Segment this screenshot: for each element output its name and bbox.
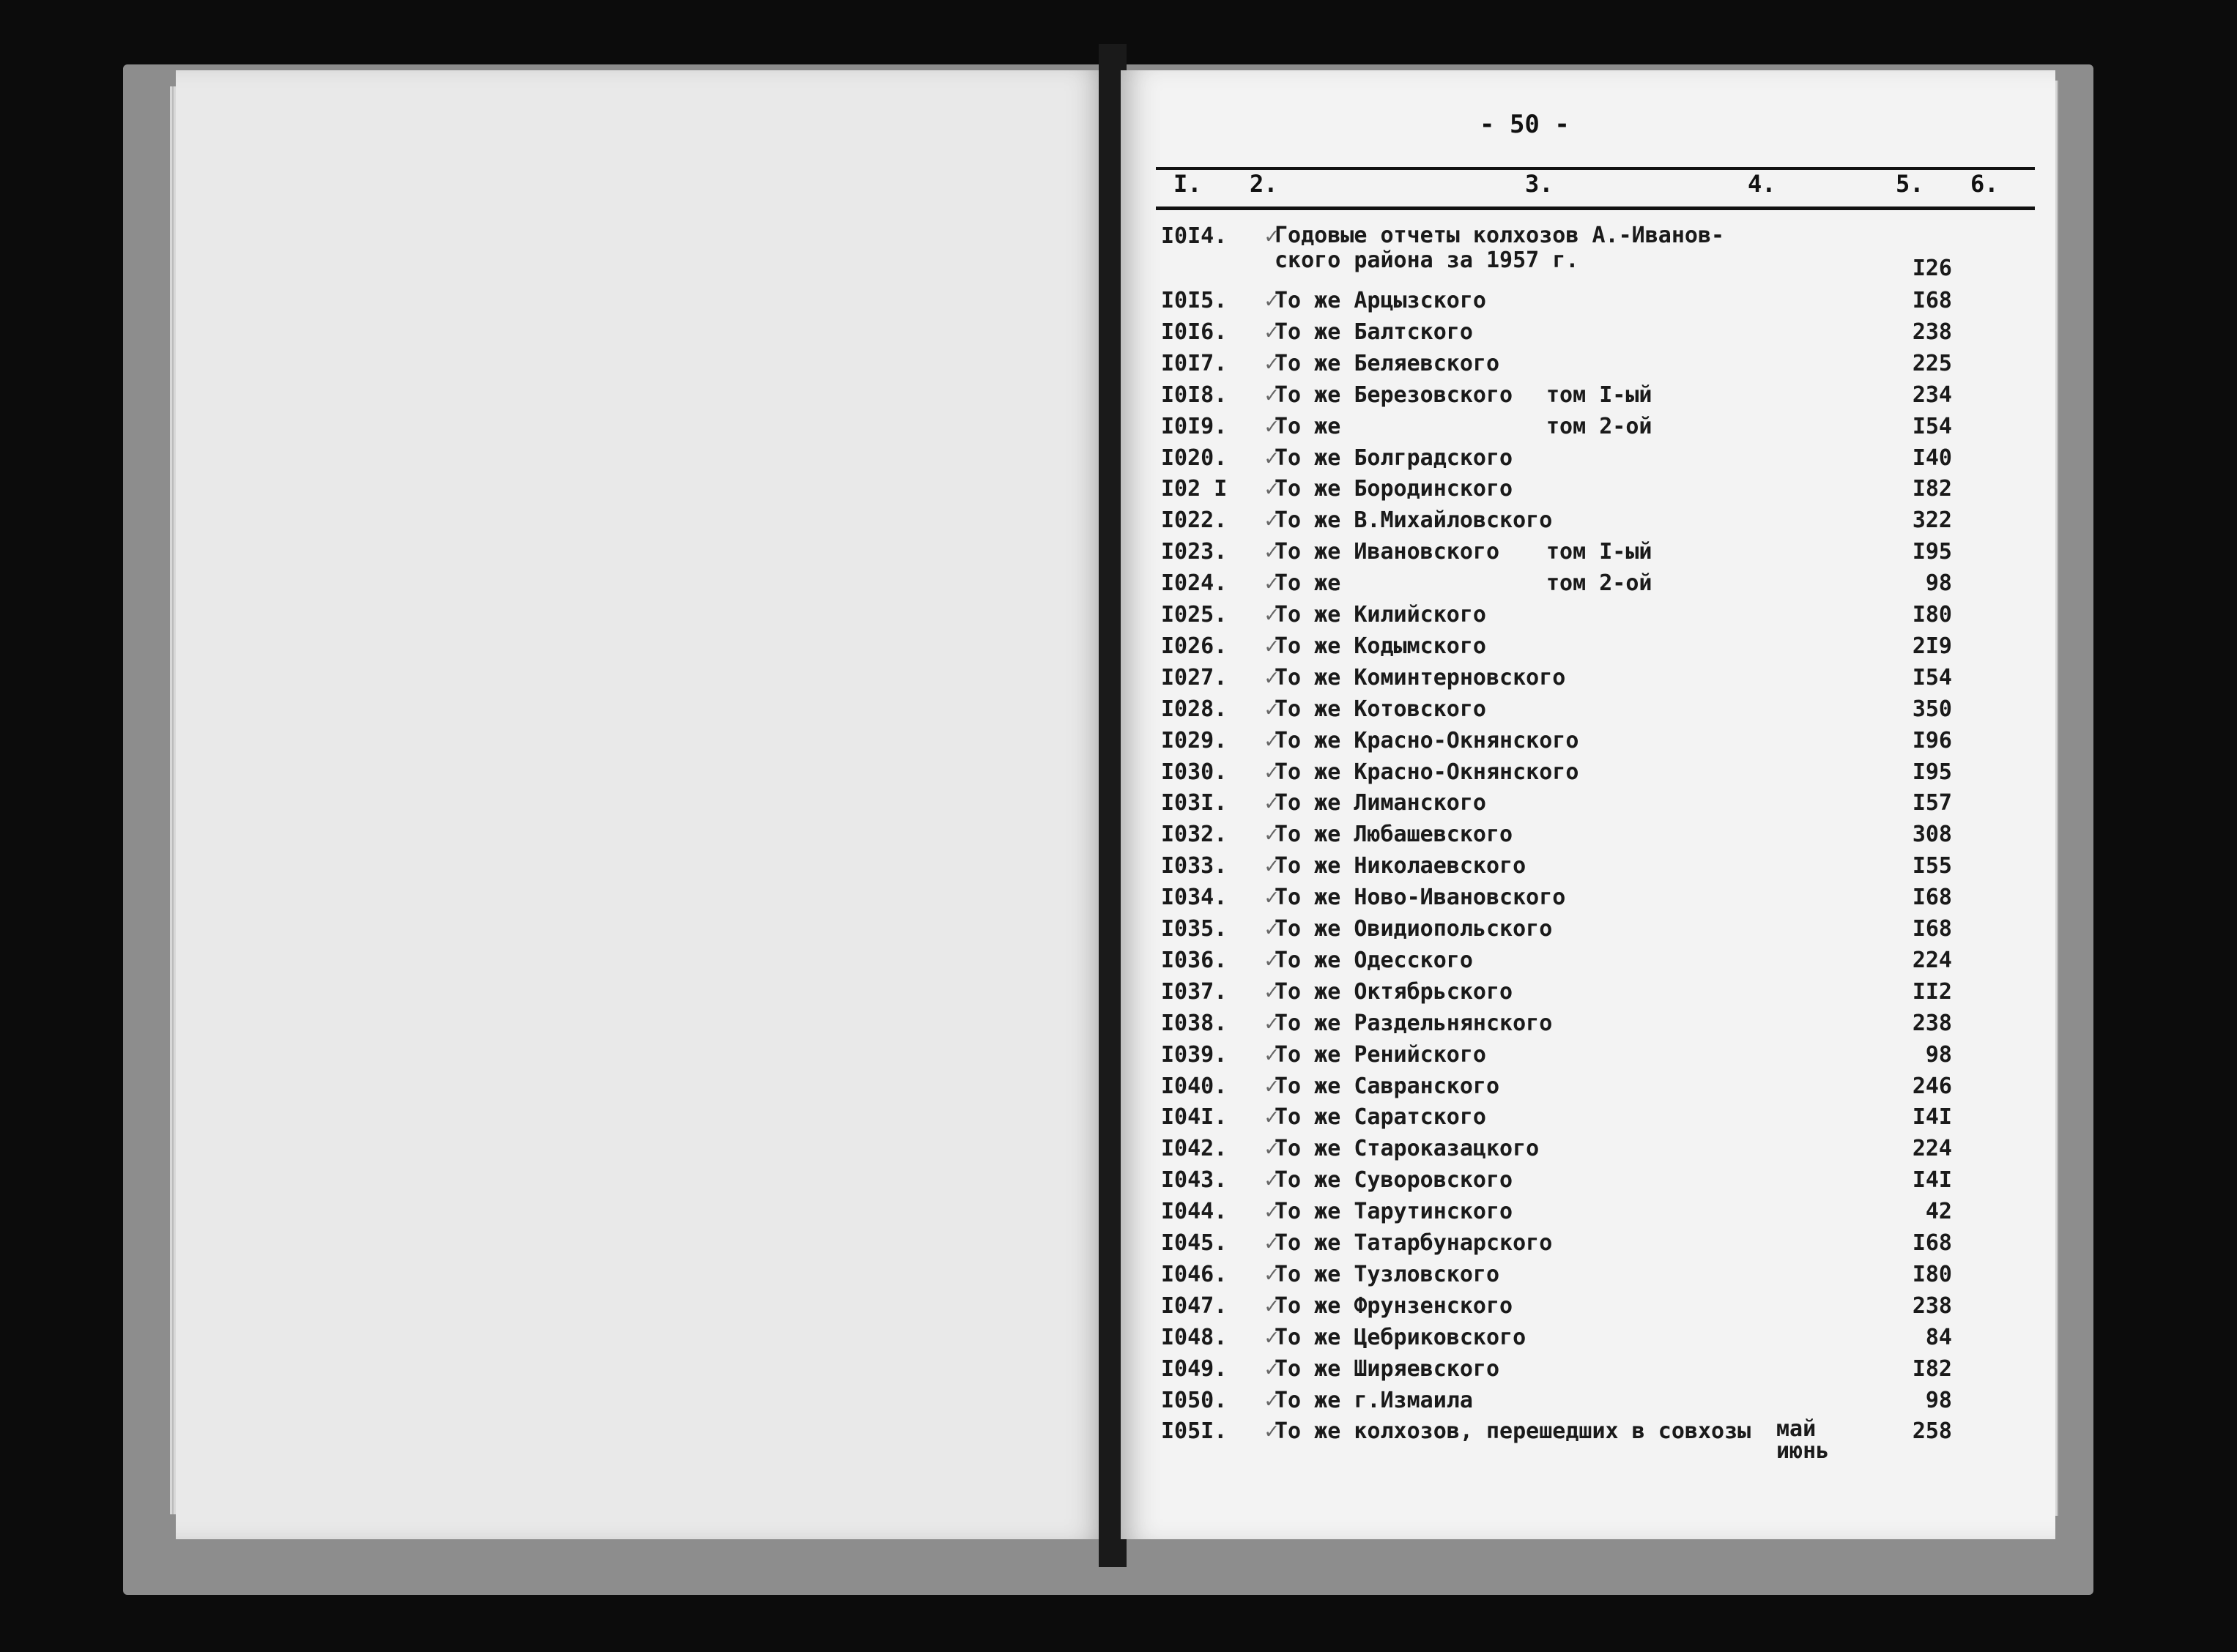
checkmark-icon: ✓ xyxy=(1265,223,1279,249)
entry-title: То же Савранского xyxy=(1275,1073,1500,1099)
entry-number: I05I. xyxy=(1161,1418,1228,1445)
checkmark-icon: ✓ xyxy=(1265,382,1279,408)
entry-sheets: I82 xyxy=(1912,476,1952,502)
entry-number: I045. xyxy=(1161,1230,1228,1256)
checkmark-icon: ✓ xyxy=(1265,476,1279,502)
entry-sheets: 350 xyxy=(1912,696,1952,722)
entry-sheets: II2 xyxy=(1912,978,1952,1005)
table-row xyxy=(1161,1262,2003,1291)
table-row xyxy=(1161,539,2003,568)
entry-number: I044. xyxy=(1161,1199,1228,1225)
table-row xyxy=(1161,382,2003,412)
checkmark-icon: ✓ xyxy=(1265,1355,1279,1382)
table-row xyxy=(1161,696,2003,726)
entry-number: I033. xyxy=(1161,853,1228,879)
header-rule-bottom xyxy=(1156,206,2035,210)
entry-number: I036. xyxy=(1161,947,1228,973)
table-row xyxy=(1161,414,2003,443)
entry-title: Годовые отчеты колхозов А.-Иванов- ского района за 1957 г. xyxy=(1275,223,1725,273)
entry-number: I028. xyxy=(1161,696,1228,722)
checkmark-icon: ✓ xyxy=(1265,1136,1279,1162)
entry-number: I025. xyxy=(1161,602,1228,628)
table-row xyxy=(1161,759,2003,789)
entry-sheets: I40 xyxy=(1912,444,1952,471)
entry-sheets: 2I9 xyxy=(1912,633,1952,659)
checkmark-icon: ✓ xyxy=(1265,885,1279,911)
entry-title: То же Овидиопольского xyxy=(1275,916,1553,942)
entry-volume: том I-ый xyxy=(1546,539,1652,565)
table-row xyxy=(1161,790,2003,819)
entry-sheets: 238 xyxy=(1912,319,1952,345)
column-header-5: 5. xyxy=(1896,170,1924,198)
entry-title: То же Болградского xyxy=(1275,444,1513,471)
table-row xyxy=(1161,507,2003,537)
entry-title: То же колхозов, перешедших в совхозы xyxy=(1275,1418,1751,1445)
checkmark-icon: ✓ xyxy=(1265,916,1279,942)
column-header-1: I. xyxy=(1173,170,1202,198)
table-row xyxy=(1161,476,2003,505)
entry-number: I023. xyxy=(1161,539,1228,565)
entry-title: То же Суворовского xyxy=(1275,1167,1513,1194)
entry-sheets: I68 xyxy=(1912,1230,1952,1256)
entry-number: I024. xyxy=(1161,570,1228,597)
entry-number: I0I6. xyxy=(1161,319,1228,345)
entry-title: То же г.Измаила xyxy=(1275,1387,1473,1413)
entry-sheets: 225 xyxy=(1912,350,1952,376)
table-row xyxy=(1161,1356,2003,1385)
entry-title: То же Татарбунарского xyxy=(1275,1230,1553,1256)
entry-title: То же Ренийского xyxy=(1275,1041,1486,1068)
entry-sheets: 84 xyxy=(1925,1324,1952,1350)
entry-number: I020. xyxy=(1161,444,1228,471)
table-row xyxy=(1161,1011,2003,1040)
entry-sheets: I68 xyxy=(1912,288,1952,313)
entry-number: I0I5. xyxy=(1161,288,1228,313)
entry-title: То же В.Михайловского xyxy=(1275,507,1553,534)
column-header-2: 2. xyxy=(1250,170,1278,198)
entry-title: То же Ивановского xyxy=(1275,539,1500,565)
entry-sheets: 308 xyxy=(1912,822,1952,848)
checkmark-icon: ✓ xyxy=(1265,664,1279,691)
entry-number: I038. xyxy=(1161,1010,1228,1036)
table-row xyxy=(1161,445,2003,475)
checkmark-icon: ✓ xyxy=(1265,1230,1279,1256)
entry-sheets: I54 xyxy=(1912,664,1952,691)
entry-volume: том 2-ой xyxy=(1546,413,1652,439)
checkmark-icon: ✓ xyxy=(1265,1261,1279,1287)
entry-number: I04I. xyxy=(1161,1104,1228,1131)
table-row xyxy=(1161,602,2003,631)
checkmark-icon: ✓ xyxy=(1265,570,1279,597)
entry-title: То же Лиманского xyxy=(1275,790,1486,816)
entry-number: I047. xyxy=(1161,1292,1228,1319)
page-number: - 50 - xyxy=(1480,110,1570,139)
entry-sheets: 234 xyxy=(1912,382,1952,408)
table-row xyxy=(1161,1074,2003,1103)
entry-title: То же Цебриковского xyxy=(1275,1324,1526,1350)
entry-number: I050. xyxy=(1161,1387,1228,1413)
table-row xyxy=(1161,822,2003,851)
column-header-6: 6. xyxy=(1970,170,1999,198)
entry-title: То же Беляевского xyxy=(1275,350,1500,376)
table-row xyxy=(1161,916,2003,945)
table-row xyxy=(1161,979,2003,1008)
entry-number: I043. xyxy=(1161,1167,1228,1194)
left-page-blank xyxy=(176,70,1106,1539)
entry-number: I042. xyxy=(1161,1136,1228,1162)
entry-sheets: 322 xyxy=(1912,507,1952,534)
entry-sheets: 246 xyxy=(1912,1073,1952,1099)
entry-sheets: I95 xyxy=(1912,539,1952,565)
entry-number: I022. xyxy=(1161,507,1228,534)
checkmark-icon: ✓ xyxy=(1265,602,1279,628)
checkmark-icon: ✓ xyxy=(1265,444,1279,471)
checkmark-icon: ✓ xyxy=(1265,1073,1279,1099)
checkmark-icon: ✓ xyxy=(1265,539,1279,565)
table-row xyxy=(1161,223,2003,281)
checkmark-icon: ✓ xyxy=(1265,1167,1279,1194)
entry-title: То же Красно-Окнянского xyxy=(1275,727,1579,754)
entry-title: То же Староказацкого xyxy=(1275,1136,1540,1162)
entry-title: То же Фрунзенского xyxy=(1275,1292,1513,1319)
checkmark-icon: ✓ xyxy=(1265,727,1279,754)
table-row xyxy=(1161,1167,2003,1197)
entry-title: То же Килийского xyxy=(1275,602,1486,628)
entry-volume: том I-ый xyxy=(1546,382,1652,408)
checkmark-icon: ✓ xyxy=(1265,759,1279,785)
checkmark-icon: ✓ xyxy=(1265,1324,1279,1350)
entry-month: май июнь xyxy=(1776,1416,1830,1465)
entry-number: I049. xyxy=(1161,1355,1228,1382)
entry-number: I0I9. xyxy=(1161,413,1228,439)
entry-title: То же Коминтерновского xyxy=(1275,664,1566,691)
entry-sheets: I4I xyxy=(1912,1104,1952,1131)
entry-title: То же Красно-Окнянского xyxy=(1275,759,1579,785)
table-row xyxy=(1161,1136,2003,1165)
entry-number: I035. xyxy=(1161,916,1228,942)
entry-title: То же Одесского xyxy=(1275,947,1473,973)
entry-sheets: I82 xyxy=(1912,1355,1952,1382)
checkmark-icon: ✓ xyxy=(1265,319,1279,345)
entry-number: I040. xyxy=(1161,1073,1228,1099)
table-row xyxy=(1161,885,2003,914)
column-header-4: 4. xyxy=(1748,170,1776,198)
checkmark-icon: ✓ xyxy=(1265,1199,1279,1225)
entry-sheets: 98 xyxy=(1925,1387,1952,1413)
entry-number: I037. xyxy=(1161,978,1228,1005)
entry-title: То же Березовского xyxy=(1275,382,1513,408)
entry-sheets: I80 xyxy=(1912,1261,1952,1287)
entry-sheets: I26 xyxy=(1912,256,1952,281)
entry-sheets: 238 xyxy=(1912,1292,1952,1319)
entry-number: I027. xyxy=(1161,664,1228,691)
entry-sheets: I55 xyxy=(1912,853,1952,879)
table-row xyxy=(1161,319,2003,349)
entry-sheets: I68 xyxy=(1912,885,1952,911)
entry-sheets: I57 xyxy=(1912,790,1952,816)
entry-title: То же Тузловского xyxy=(1275,1261,1500,1287)
table-row xyxy=(1161,853,2003,882)
checkmark-icon: ✓ xyxy=(1265,350,1279,376)
table-row xyxy=(1161,1293,2003,1322)
table-row xyxy=(1161,288,2003,317)
checkmark-icon: ✓ xyxy=(1265,947,1279,973)
entry-sheets: 98 xyxy=(1925,1041,1952,1068)
entry-title: То же Балтского xyxy=(1275,319,1473,345)
checkmark-icon: ✓ xyxy=(1265,853,1279,879)
checkmark-icon: ✓ xyxy=(1265,978,1279,1005)
entry-number: I02 I xyxy=(1161,476,1228,502)
checkmark-icon: ✓ xyxy=(1265,413,1279,439)
checkmark-icon: ✓ xyxy=(1265,1010,1279,1036)
entry-volume: том 2-ой xyxy=(1546,570,1652,597)
entry-title: То же Ширяевского xyxy=(1275,1355,1500,1382)
checkmark-icon: ✓ xyxy=(1265,633,1279,659)
entry-title: То же Раздельнянского xyxy=(1275,1010,1553,1036)
checkmark-icon: ✓ xyxy=(1265,288,1279,313)
entry-title: То же Бородинского xyxy=(1275,476,1513,502)
entry-number: I030. xyxy=(1161,759,1228,785)
table-row xyxy=(1161,665,2003,694)
entry-title: То же xyxy=(1275,413,1341,439)
table-row xyxy=(1161,1388,2003,1417)
table-row xyxy=(1161,1416,2003,1465)
entry-sheets: I68 xyxy=(1912,916,1952,942)
entry-number: I039. xyxy=(1161,1041,1228,1068)
table-row xyxy=(1161,948,2003,977)
entry-sheets: 258 xyxy=(1912,1418,1952,1445)
checkmark-icon: ✓ xyxy=(1265,822,1279,848)
checkmark-icon: ✓ xyxy=(1265,507,1279,534)
entry-sheets: 98 xyxy=(1925,570,1952,597)
entry-title: То же xyxy=(1275,570,1341,597)
entry-sheets: I4I xyxy=(1912,1167,1952,1194)
entry-number: I046. xyxy=(1161,1261,1228,1287)
checkmark-icon: ✓ xyxy=(1265,1418,1279,1445)
entry-number: I0I7. xyxy=(1161,350,1228,376)
entry-title: То же Саратского xyxy=(1275,1104,1486,1131)
entry-title: То же Арцызского xyxy=(1275,288,1486,313)
entry-title: То же Любашевского xyxy=(1275,822,1513,848)
checkmark-icon: ✓ xyxy=(1265,1387,1279,1413)
entry-sheets: I54 xyxy=(1912,413,1952,439)
entry-sheets: 42 xyxy=(1925,1199,1952,1225)
entry-sheets: I96 xyxy=(1912,727,1952,754)
entry-number: I0I4. xyxy=(1161,223,1228,249)
entry-number: I034. xyxy=(1161,885,1228,911)
entry-title: То же Николаевского xyxy=(1275,853,1526,879)
checkmark-icon: ✓ xyxy=(1265,696,1279,722)
entry-number: I026. xyxy=(1161,633,1228,659)
table-row xyxy=(1161,1104,2003,1134)
table-row xyxy=(1161,351,2003,380)
entry-number: I029. xyxy=(1161,727,1228,754)
table-row xyxy=(1161,1325,2003,1354)
table-row xyxy=(1161,1230,2003,1260)
entry-sheets: 238 xyxy=(1912,1010,1952,1036)
checkmark-icon: ✓ xyxy=(1265,1292,1279,1319)
entry-number: I032. xyxy=(1161,822,1228,848)
entry-number: I03I. xyxy=(1161,790,1228,816)
checkmark-icon: ✓ xyxy=(1265,1041,1279,1068)
table-row xyxy=(1161,570,2003,600)
entry-title: То же Ново-Ивановского xyxy=(1275,885,1566,911)
entry-title: То же Тарутинского xyxy=(1275,1199,1513,1225)
entry-number: I048. xyxy=(1161,1324,1228,1350)
entry-title: То же Котовского xyxy=(1275,696,1486,722)
entry-sheets: 224 xyxy=(1912,947,1952,973)
entry-number: I0I8. xyxy=(1161,382,1228,408)
checkmark-icon: ✓ xyxy=(1265,790,1279,816)
table-row xyxy=(1161,1042,2003,1071)
table-row xyxy=(1161,633,2003,663)
entry-sheets: I95 xyxy=(1912,759,1952,785)
entry-sheets: I80 xyxy=(1912,602,1952,628)
column-header-3: 3. xyxy=(1525,170,1554,198)
checkmark-icon: ✓ xyxy=(1265,1104,1279,1131)
entry-title: То же Кодымского xyxy=(1275,633,1486,659)
entry-title: То же Октябрьского xyxy=(1275,978,1513,1005)
entry-sheets: 224 xyxy=(1912,1136,1952,1162)
table-row xyxy=(1161,728,2003,757)
table-row xyxy=(1161,1199,2003,1228)
